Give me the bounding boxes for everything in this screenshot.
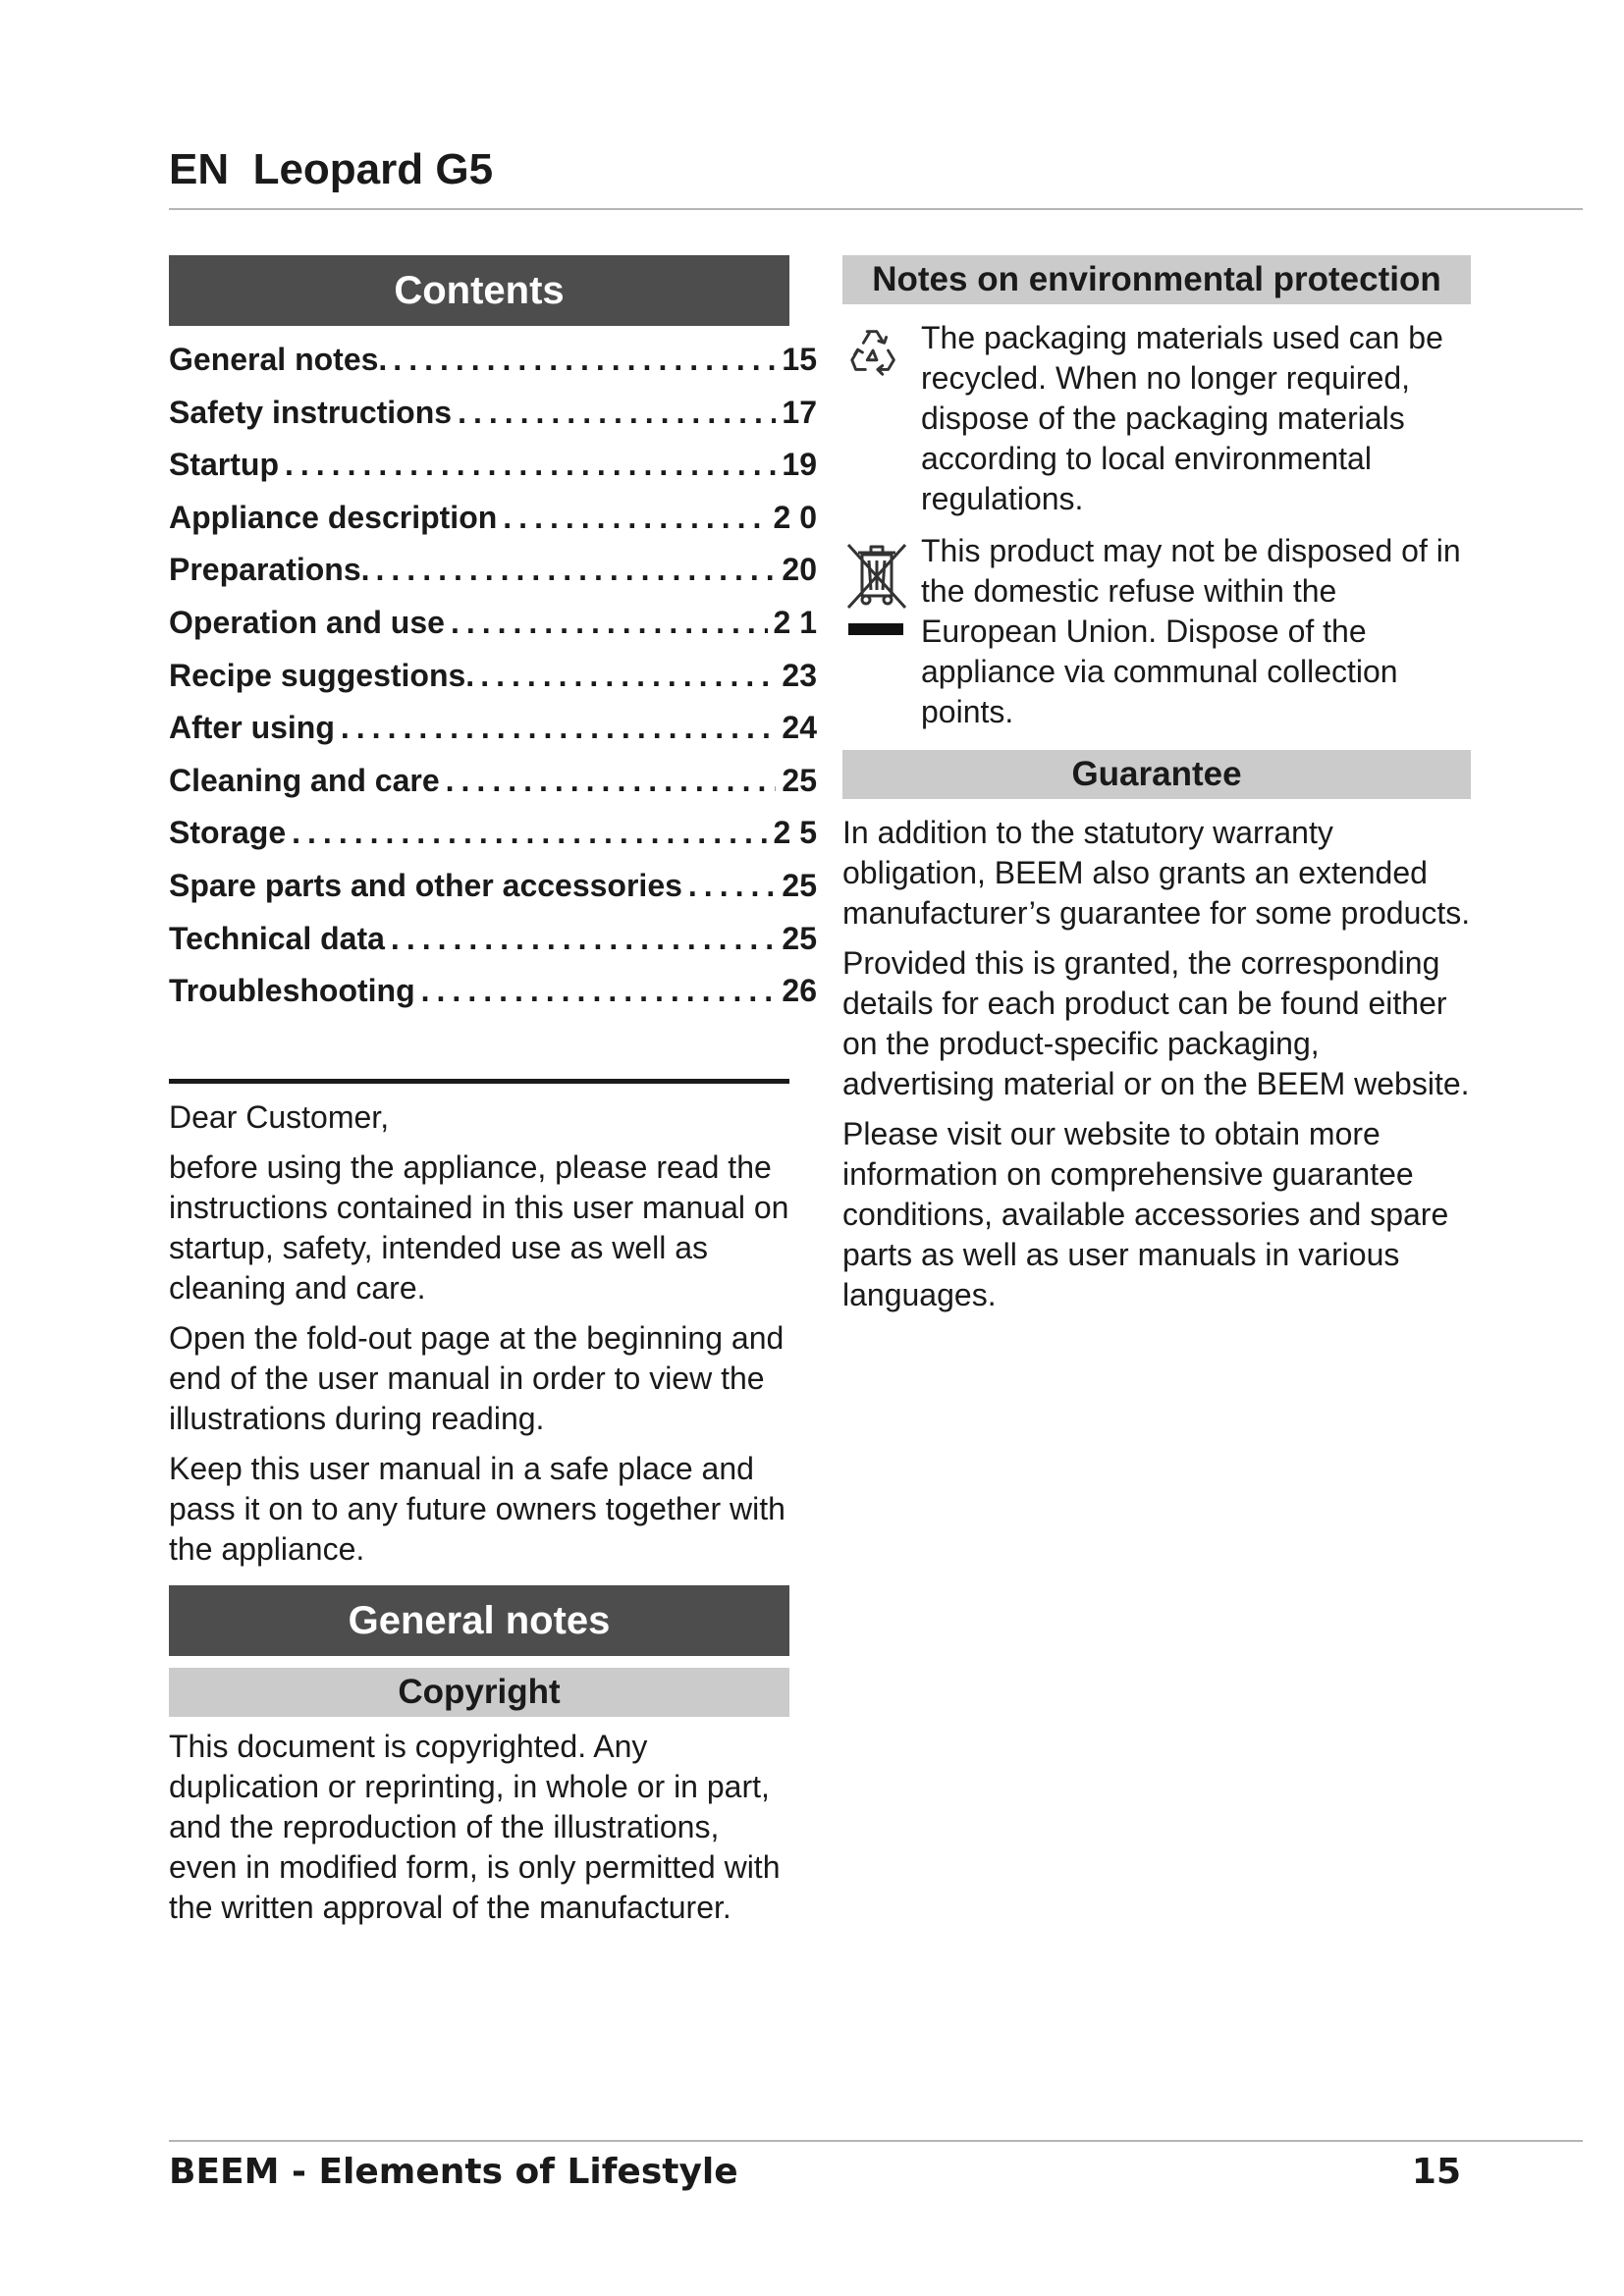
toc-entry-page: 20 [782, 552, 817, 588]
contents-heading: Contents [169, 255, 789, 326]
left-column [169, 255, 817, 1938]
toc-leader-dots [480, 650, 776, 703]
toc-entry[interactable] [169, 492, 817, 545]
toc-entry-label: Safety instructions [169, 394, 453, 430]
recycle-text: The packaging materials used can be recycled. When no longer required, dispose of the packaging materials according to local environmental regulations. [921, 320, 1443, 516]
toc-entry[interactable] [169, 913, 817, 966]
toc-entry-label: Operation and use [169, 604, 445, 640]
toc-entry[interactable] [169, 334, 817, 387]
crossed-bin-icon [842, 537, 911, 645]
toc-entry[interactable] [169, 965, 817, 1018]
disposal-text: This product may not be disposed of in the domestic refuse within the European Union. Dispose of the appliance via communal collection points. [921, 533, 1461, 729]
toc-entry-page: 17 [782, 394, 817, 430]
toc-entry-page: 2 5 [773, 815, 817, 851]
toc-leader-dots [446, 755, 777, 808]
header-divider [169, 208, 1583, 210]
toc-entry-label: Spare parts and other accessories [169, 867, 682, 903]
toc-leader-dots [451, 597, 768, 650]
intro-paragraph: Open the fold-out page at the beginning and end of the user manual in order to view the illustrations during reading. [169, 1319, 785, 1436]
guarantee-paragraph: In addition to the statutory warranty obligation, BEEM also grants an extended manufacturer’s guarantee for some products. [842, 815, 1471, 931]
section-divider [169, 1079, 789, 1084]
toc-entry-label: Startup [169, 447, 279, 483]
toc-entry-label: Recipe suggestions. [169, 657, 475, 693]
recycle-note [842, 318, 1471, 519]
toc-leader-dots [391, 913, 776, 966]
toc-entry-page: 19 [782, 447, 817, 483]
intro-paragraph: before using the appliance, please read the instructions contained in this user manual on startup, safety, intended use as well as cleaning and care. [169, 1148, 789, 1306]
toc-entry[interactable] [169, 702, 817, 755]
guarantee-heading: Guarantee [842, 750, 1471, 799]
toc-entry-page: 23 [782, 657, 817, 693]
right-column [842, 255, 1471, 1325]
footer-brand: BEEM - Elements of Lifestyle [169, 2152, 738, 2192]
intro-section [169, 1097, 789, 1570]
footer-divider [169, 2140, 1583, 2142]
toc-entry[interactable] [169, 755, 817, 808]
toc-entry-page: 15 [782, 342, 817, 377]
page-title: EN Leopard G5 [169, 145, 494, 193]
toc-entry-label: After using [169, 710, 335, 746]
guarantee-section [842, 813, 1471, 1315]
toc-entry-page: 25 [782, 920, 817, 956]
guarantee-paragraph: Please visit our website to obtain more information on comprehensive guarantee conditions, available accessories and spare parts as well as user manuals in various languages. [842, 1116, 1449, 1312]
toc-entry[interactable] [169, 387, 817, 440]
table-of-contents [169, 334, 817, 1018]
toc-entry-label: Appliance description [169, 499, 498, 535]
toc-entry-label: Preparations. [169, 552, 370, 588]
toc-entry-page: 26 [782, 973, 817, 1009]
toc-entry-label: General notes. [169, 342, 388, 377]
toc-leader-dots [292, 807, 767, 860]
toc-entry-page: 2 0 [773, 499, 817, 535]
general-notes-heading: General notes [169, 1585, 789, 1656]
toc-entry-page: 2 1 [773, 604, 817, 640]
toc-entry-label: Technical data [169, 920, 385, 956]
page-number: 15 [1411, 2152, 1461, 2192]
toc-entry-label: Troubleshooting [169, 973, 415, 1009]
toc-leader-dots [688, 860, 777, 913]
toc-leader-dots [393, 334, 776, 387]
toc-entry[interactable] [169, 860, 817, 913]
toc-leader-dots [503, 492, 767, 545]
intro-paragraph: Keep this user manual in a safe place and pass it on to any future owners together with the appliance. [169, 1450, 785, 1567]
copyright-heading: Copyright [169, 1668, 789, 1717]
toc-entry-page: 25 [782, 762, 817, 798]
toc-entry-label: Storage [169, 815, 287, 851]
salutation: Dear Customer, [169, 1098, 390, 1135]
toc-leader-dots [285, 439, 776, 492]
toc-leader-dots [421, 965, 777, 1018]
toc-leader-dots [458, 387, 776, 440]
toc-leader-dots [376, 544, 777, 597]
copyright-text: This document is copyrighted. Any duplication or reprinting, in whole or in part, and the reproduction of the illustrations, even in modified form, is only permitted with the written approval of the manufacturer. [169, 1728, 781, 1925]
guarantee-paragraph: Provided this is granted, the corresponding details for each product can be found either on the product-specific packaging, advertising material or on the BEEM website. [842, 945, 1470, 1101]
toc-entry[interactable] [169, 650, 817, 703]
toc-entry-page: 25 [782, 867, 817, 903]
toc-entry-label: Cleaning and care [169, 762, 440, 798]
toc-leader-dots [341, 702, 777, 755]
recycle-icon [844, 322, 905, 383]
toc-entry[interactable] [169, 597, 817, 650]
toc-entry[interactable] [169, 439, 817, 492]
disposal-note [842, 531, 1471, 732]
toc-entry[interactable] [169, 544, 817, 597]
environment-heading: Notes on environmental protection [842, 255, 1471, 304]
toc-entry-page: 24 [782, 710, 817, 746]
toc-entry[interactable] [169, 807, 817, 860]
